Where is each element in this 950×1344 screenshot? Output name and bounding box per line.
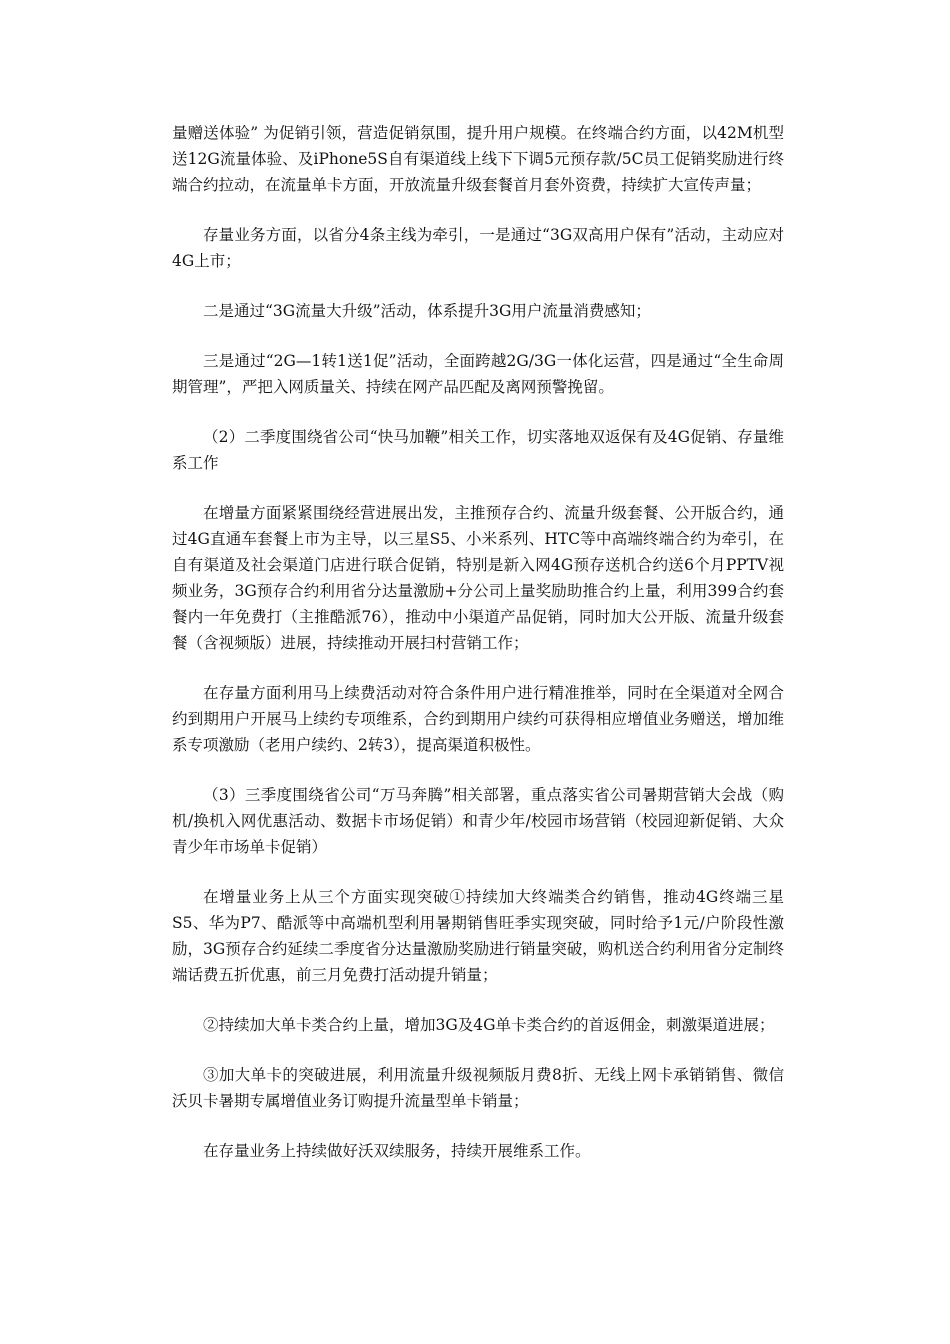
paragraph-gap (172, 1038, 784, 1062)
paragraph-promo-continuation: 量赠送体验” 为促销引领，营造促销氛围，提升用户规模。在终端合约方面，以42M机型送12G流量体验、及iPhone5S自有渠道线上线下下调5元预存款/5C员工促销奖励进行终端合约拉动，在流量单卡方面，开放流量升级套餐首月套外资费，持续扩大宣传声量； (172, 124, 784, 194)
paragraph-q2-stock: 在存量方面利用马上续费活动对符合条件用户进行精准推举，同时在全渠道对全网合约到期用户开展马上续约专项维系，合约到期用户续约可获得相应增值业务赠送，增加维系专项激励（老用户续约、2转3），提高渠道积极性。 (172, 684, 784, 754)
paragraph-3g-traffic-upgrade: 二是通过“3G流量大升级”活动，体系提升3G用户流量消费感知； (203, 302, 651, 320)
paragraph-q3-single-card-contracts: ②持续加大单卡类合约上量，增加3G及4G单卡类合约的首返佣金，刺激渠道进展； (203, 1016, 775, 1034)
paragraph-gap (172, 656, 784, 680)
paragraph-q3-stock: 在存量业务上持续做好沃双续服务，持续开展维系工作。 (203, 1142, 591, 1160)
paragraph-gap (172, 988, 784, 1012)
paragraph-q2-incremental: 在增量方面紧紧围绕经营进展出发，主推预存合约、流量升级套餐、公开版合约，通过4G直通车套餐上市为主导，以三星S5、小米系列、HTC等中高端终端合约为牵引，在自有渠道及社会渠道门店进行联合促销，特别是新入网4G预存送机合约送6个月PPTV视频业务，3G预存合约利用省分达量激励+分公司上量奖励助推合约上量，利用399合约套餐内一年免费打（主推酷派76），推动中小渠道产品促销，同时加大公开版、流量升级套餐（含视频版）进展，持续推动开展扫村营销工作； (172, 504, 784, 652)
section-heading-q3: （3）三季度围绕省公司“万马奔腾”相关部署，重点落实省公司暑期营销大会战（购机/换机入网优惠活动、数据卡市场促销）和青少年/校园市场营销（校园迎新促销、大众青少年市场单卡促销） (172, 786, 784, 856)
paragraph-gap (172, 860, 784, 884)
paragraph-q3-incremental: 在增量业务上从三个方面实现突破①持续加大终端类合约销售，推动4G终端三星S5、华为P7、酷派等中高端机型利用暑期销售旺季实现突破，同时给予1元/户阶段性激励，3G预存合约延续二季度省分达量激励奖励进行销量突破，购机送合约利用省分定制终端话费五折优惠，前三月免费打活动提升销量； (172, 888, 784, 984)
paragraph-gap (172, 476, 784, 500)
paragraph-q3-single-card-breakthrough: ③加大单卡的突破进展，利用流量升级视频版月费8折、无线上网卡承销销售、微信沃贝卡暑期专属增值业务订购提升流量型单卡销量； (172, 1066, 784, 1110)
paragraph-gap (172, 198, 784, 222)
paragraph-gap (172, 758, 784, 782)
paragraph-gap (172, 274, 784, 298)
paragraph-gap (172, 324, 784, 348)
paragraph-gap (172, 1114, 784, 1138)
document-page (172, 120, 784, 1164)
paragraph-stock-business: 存量业务方面，以省分4条主线为牵引，一是通过“3G双高用户保有”活动，主动应对4G上市； (172, 226, 784, 270)
section-heading-q2: （2）二季度围绕省公司“快马加鞭”相关工作，切实落地双返保有及4G促销、存量维系工作 (172, 428, 784, 472)
paragraph-2g-lifecycle: 三是通过“2G—1转1送1促”活动，全面跨越2G/3G一体化运营，四是通过“全生命周期管理”，严把入网质量关、持续在网产品匹配及离网预警挽留。 (172, 352, 784, 396)
paragraph-gap (172, 400, 784, 424)
